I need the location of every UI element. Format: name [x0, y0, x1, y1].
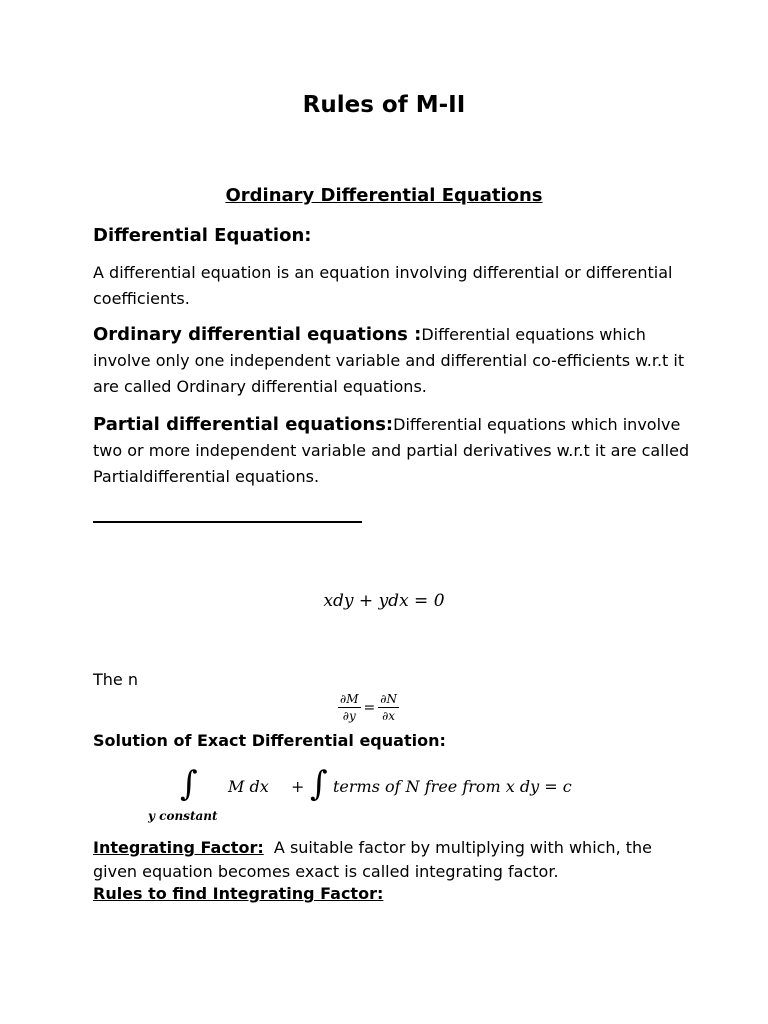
- solution-heading: Solution of Exact Differential equation:: [93, 731, 446, 750]
- differential-equation-heading: Differential Equation:: [93, 225, 312, 246]
- integrating-factor-definition: A suitable factor by multiplying with which, the given equation becomes exact is called integrating factor.: [93, 838, 652, 881]
- integral-subscript: y constant: [148, 809, 218, 823]
- differential-equation-definition: A differential equation is an equation involving differential or differential coefficients.: [93, 263, 673, 308]
- rules-heading: Rules to find Integrating Factor:: [93, 884, 384, 903]
- integral-term-m-dx: M dx: [228, 777, 269, 796]
- ordinary-de-heading: Ordinary differential equations :: [93, 324, 422, 345]
- integral-sign-1: ∫: [180, 764, 198, 804]
- fraction-dm-dy: $\frac{\partial M}{\partial y}$: [340, 692, 359, 723]
- exactness-condition: [338, 692, 399, 723]
- partial-de-definition: Differential equations which involve two or more independent variable and partial derivatives w.r.t it are called Partialdifferential equations.: [93, 415, 690, 486]
- page-title: Rules of M-II: [302, 92, 466, 118]
- equation-xdy-ydx: xdy + ydx = 0: [323, 591, 445, 611]
- partial-de-paragraph: [93, 412, 693, 490]
- horizontal-rule: [93, 521, 362, 523]
- integral-sign-2: ∫: [310, 764, 328, 804]
- ordinary-de-definition: Differential equations which involve only one independent variable and differential co-efficients w.r.t it are called Ordinary differential equations.: [93, 325, 685, 396]
- integrating-factor-paragraph: [93, 836, 693, 884]
- plus-sign: +: [291, 777, 305, 796]
- integrating-factor-heading: Integrating Factor:: [93, 838, 264, 857]
- fraction-dn-dx: $\frac{\partial N}{\partial x}$: [380, 692, 397, 723]
- section-title: Ordinary Differential Equations: [225, 185, 543, 206]
- equals-sign: =: [363, 699, 376, 716]
- integral-term-n: terms of N free from x dy = c: [333, 777, 572, 796]
- partial-de-heading: Partial differential equations:: [93, 414, 394, 435]
- ordinary-de-paragraph: [93, 322, 693, 400]
- then-text: The n: [93, 670, 138, 689]
